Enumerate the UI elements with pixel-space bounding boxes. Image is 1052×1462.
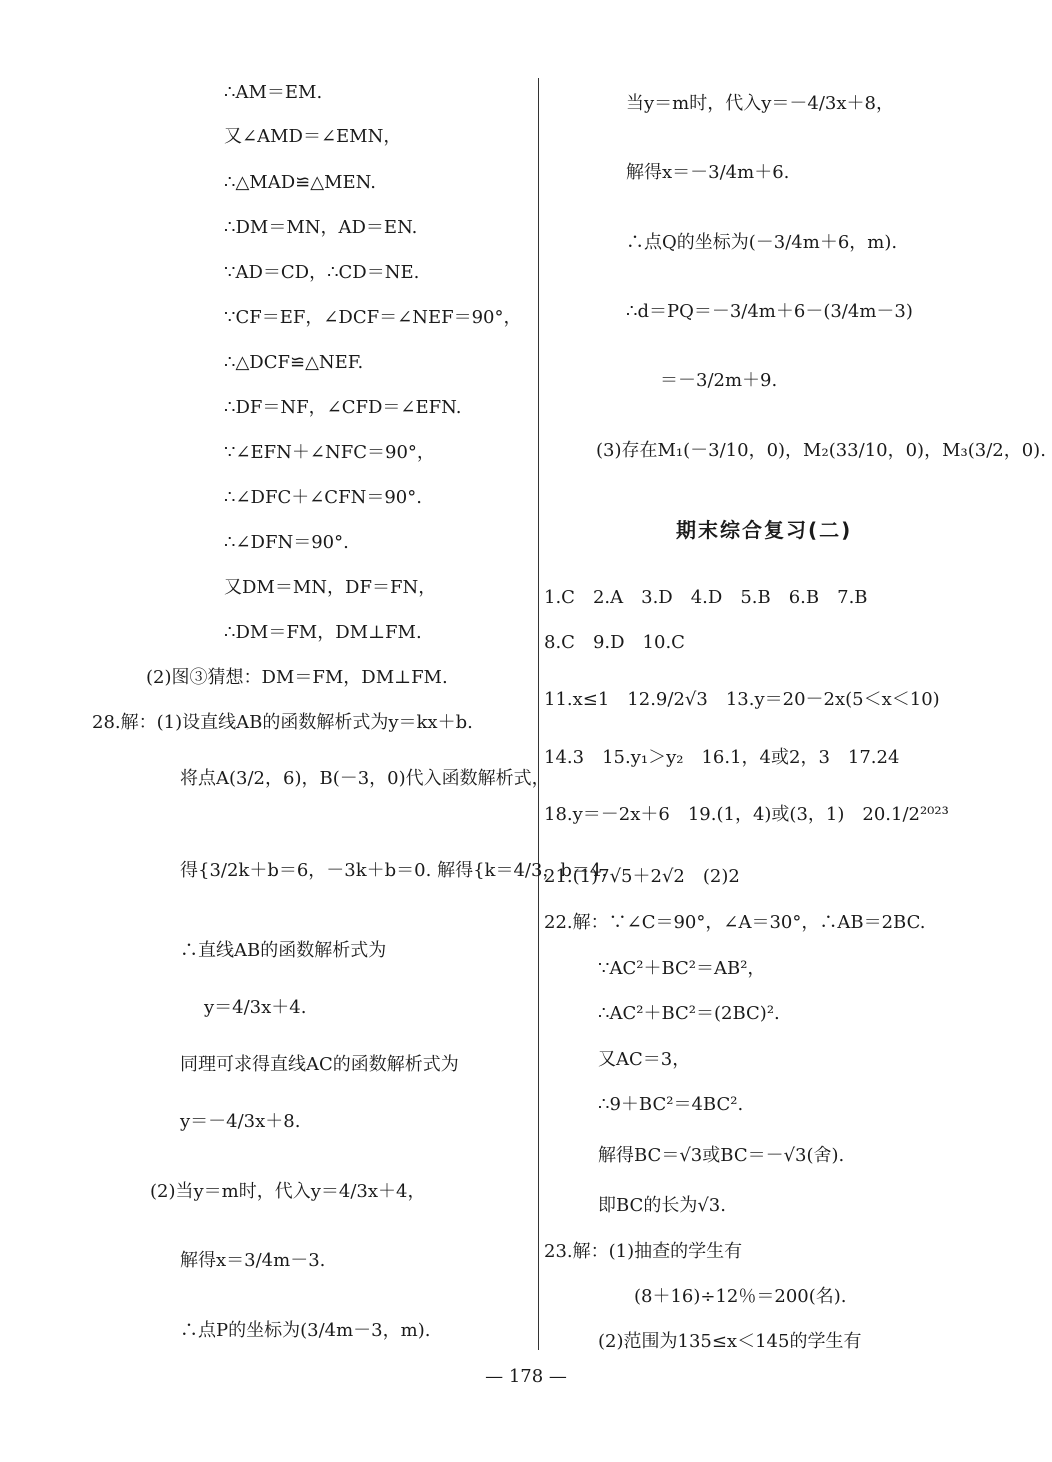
answer-line: (2)范围为135≤x＜145的学生有 bbox=[598, 1331, 862, 1352]
answer-line: 8.C 9.D 10.C bbox=[544, 632, 685, 653]
answer-line: 23.解：(1)抽查的学生有 bbox=[544, 1241, 743, 1262]
solution-line: 解得x＝－3/4m＋6. bbox=[626, 162, 790, 183]
solution-line: 28.解：(1)设直线AB的函数解析式为y＝kx＋b. bbox=[92, 712, 473, 733]
answer-line: 解得BC＝√3或BC＝－√3(舍). bbox=[598, 1145, 845, 1166]
solution-line: 又∠AMD＝∠EMN， bbox=[224, 126, 402, 147]
solution-line: ∴DF＝NF，∠CFD＝∠EFN. bbox=[224, 397, 462, 418]
solution-line: y＝4/3x＋4. bbox=[204, 997, 307, 1018]
solution-line: ＝－3/2m＋9. bbox=[660, 370, 778, 391]
solution-line: 解得x＝3/4m－3. bbox=[180, 1250, 326, 1271]
solution-line: ∴d＝PQ＝－3/4m＋6－(3/4m－3) bbox=[626, 301, 913, 322]
solution-line: (3)存在M₁(－3/10，0)，M₂(33/10，0)，M₃(3/2，0). bbox=[596, 440, 1046, 461]
solution-line: ∴∠DFC＋∠CFN＝90°. bbox=[224, 487, 422, 508]
solution-line: ∵AD＝CD，∴CD＝NE. bbox=[224, 262, 420, 283]
page-number: — 178 — bbox=[485, 1366, 567, 1387]
solution-line: ∴DM＝MN，AD＝EN. bbox=[224, 217, 418, 238]
answer-line: (8＋16)÷12％＝200(名). bbox=[634, 1286, 847, 1307]
solution-line: ∴△DCF≌△NEF. bbox=[224, 352, 364, 373]
answer-line: 21.(1)7√5＋2√2 (2)2 bbox=[544, 866, 740, 887]
solution-line: (2)图③猜想：DM＝FM，DM⊥FM. bbox=[146, 667, 448, 688]
solution-line: ∴直线AB的函数解析式为 bbox=[180, 940, 387, 961]
solution-line: ∴∠DFN＝90°. bbox=[224, 532, 349, 553]
solution-line: 得{3/2k＋b＝6，－3k＋b＝0. 解得{k＝4/3，b＝4. bbox=[180, 860, 608, 881]
solution-line: 当y＝m时，代入y＝－4/3x＋8， bbox=[626, 93, 894, 114]
solution-line: ∴点P的坐标为(3/4m－3，m). bbox=[180, 1320, 431, 1341]
solution-line: ∴△MAD≌△MEN. bbox=[224, 172, 376, 193]
answer-line: 1.C 2.A 3.D 4.D 5.B 6.B 7.B bbox=[544, 587, 868, 608]
solution-line: ∴AM＝EM. bbox=[224, 82, 323, 103]
answer-line: ∵AC²＋BC²＝AB²， bbox=[598, 958, 766, 979]
solution-line: (2)当y＝m时，代入y＝4/3x＋4， bbox=[150, 1181, 426, 1202]
answer-line: ∴9＋BC²＝4BC². bbox=[598, 1094, 744, 1115]
answer-line: 又AC＝3， bbox=[598, 1049, 691, 1070]
section-title: 期末综合复习(二) bbox=[676, 518, 853, 542]
solution-line: ∵∠EFN＋∠NFC＝90°， bbox=[224, 442, 435, 463]
answer-line: 即BC的长为√3. bbox=[598, 1195, 726, 1216]
solution-line: ∴点Q的坐标为(－3/4m＋6，m). bbox=[626, 232, 898, 253]
answer-line: 18.y＝－2x＋6 19.(1，4)或(3，1) 20.1/2²⁰²³ bbox=[544, 804, 949, 825]
solution-line: 又DM＝MN，DF＝FN， bbox=[224, 577, 437, 598]
solution-line: ∴DM＝FM，DM⊥FM. bbox=[224, 622, 422, 643]
column-divider bbox=[538, 78, 539, 1350]
solution-line: ∵CF＝EF，∠DCF＝∠NEF＝90°， bbox=[224, 307, 522, 328]
solution-line: y＝－4/3x＋8. bbox=[180, 1111, 301, 1132]
answer-line: 14.3 15.y₁＞y₂ 16.1，4或2，3 17.24 bbox=[544, 747, 900, 768]
solution-line: 同理可求得直线AC的函数解析式为 bbox=[180, 1054, 459, 1075]
answer-line: 11.x≤1 12.9/2√3 13.y＝20－2x(5＜x＜10) bbox=[544, 689, 940, 710]
answer-line: 22.解：∵∠C＝90°，∠A＝30°，∴AB＝2BC. bbox=[544, 912, 926, 933]
answer-line: ∴AC²＋BC²＝(2BC)². bbox=[598, 1003, 780, 1024]
solution-line: 将点A(3/2，6)，B(－3，0)代入函数解析式， bbox=[180, 768, 550, 789]
